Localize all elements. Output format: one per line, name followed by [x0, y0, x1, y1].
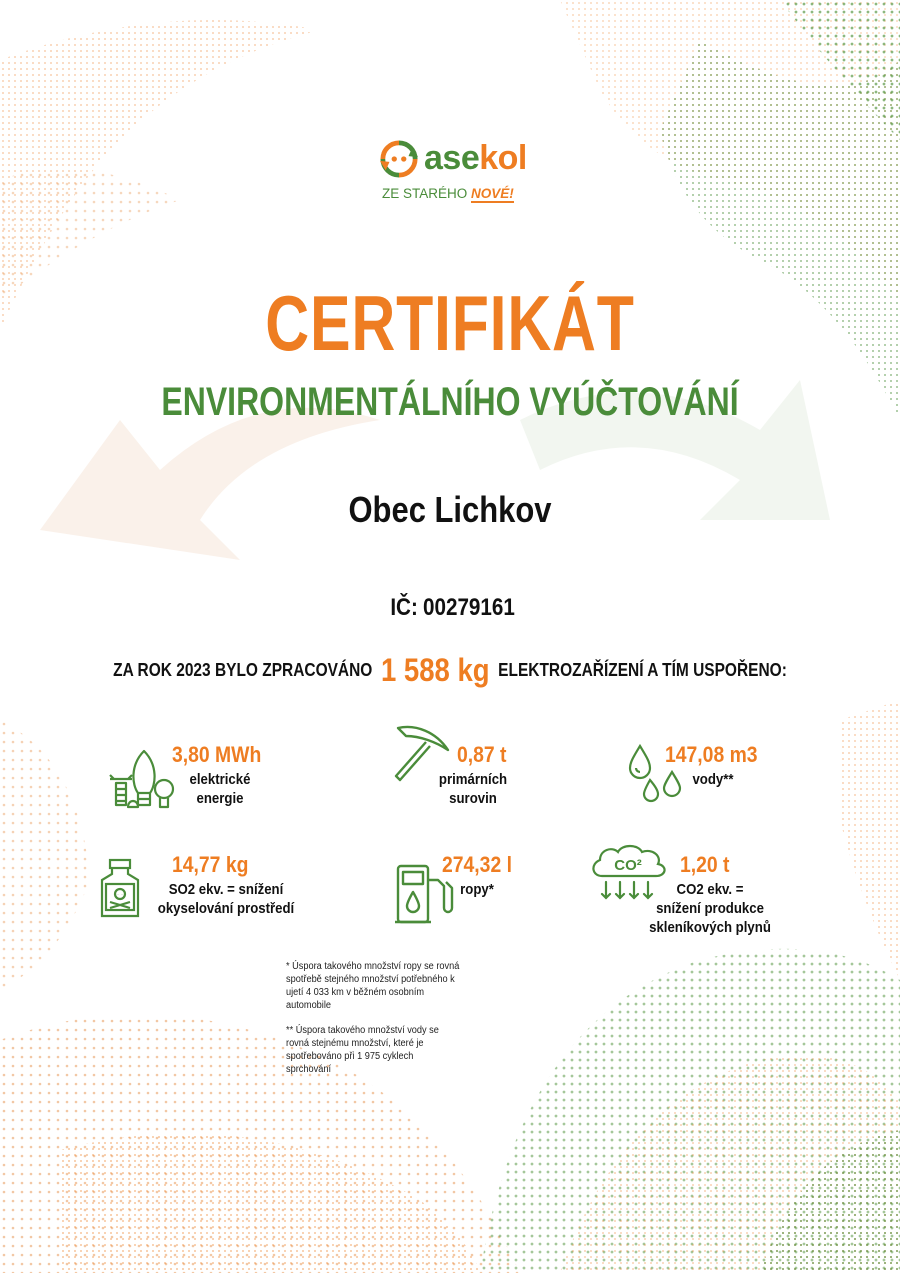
stat-water-desc: vody** [692, 771, 734, 788]
summary-prefix: ZA ROK 2023 BYLO ZPRACOVÁNO [113, 660, 373, 680]
stat-oil-value: 274,32 l [442, 852, 512, 877]
brand-name: asekol [424, 139, 527, 177]
recycle-logo-icon [380, 140, 418, 178]
summary-suffix: ELEKTROZAŘÍZENÍ A TÍM USPOŘENO: [498, 660, 787, 680]
stat-electricity-desc: elektrické energie [189, 771, 251, 807]
stat-materials-desc: primárních surovin [438, 771, 508, 807]
summary-amount: 1 588 kg [380, 652, 490, 688]
stat-electricity-value: 3,80 MWh [172, 742, 262, 767]
stat-so2-desc: SO2 ekv. = snížení okyselování prostředí [157, 881, 295, 917]
certificate-subtitle: ENVIRONMENTÁLNÍHO VYÚČTOVÁNÍ [161, 380, 739, 424]
ic-value: 00279161 [423, 594, 515, 621]
stat-co2-desc: CO2 ekv. = snížení produkce skleníkových plynů [649, 881, 771, 936]
brand-tagline: ZE STARÉHO NOVÉ! [382, 186, 514, 201]
footnotes [286, 960, 476, 1088]
certificate-title: CERTIFIKÁT [265, 279, 635, 367]
toxic-bottle-icon [98, 858, 142, 920]
stat-water-value: 147,08 m3 [665, 742, 758, 767]
summary-line [63, 648, 837, 692]
co2-icon-label: CO² [614, 857, 642, 874]
asekol-logo [380, 138, 530, 210]
stat-materials-value: 0,87 t [457, 742, 507, 767]
stat-co2-value: 1,20 t [680, 852, 730, 877]
stat-so2-value: 14,77 kg [172, 852, 249, 877]
ic-label: IČ: [390, 594, 418, 621]
footnote-oil: * Úspora takového množství ropy se rovná spotřebě stejného množství potřebného k ujetí 4 033 km v běžném osobním automobile [286, 961, 460, 1011]
stat-oil-desc: ropy* [460, 881, 494, 898]
organization-name: Obec Lichkov [348, 489, 552, 530]
footnote-water: ** Úspora takového množství vody se rovná stejnému množství, které je spotřebováno při 1 975 cyklech sprchování [286, 1025, 439, 1075]
company-id [63, 592, 837, 624]
